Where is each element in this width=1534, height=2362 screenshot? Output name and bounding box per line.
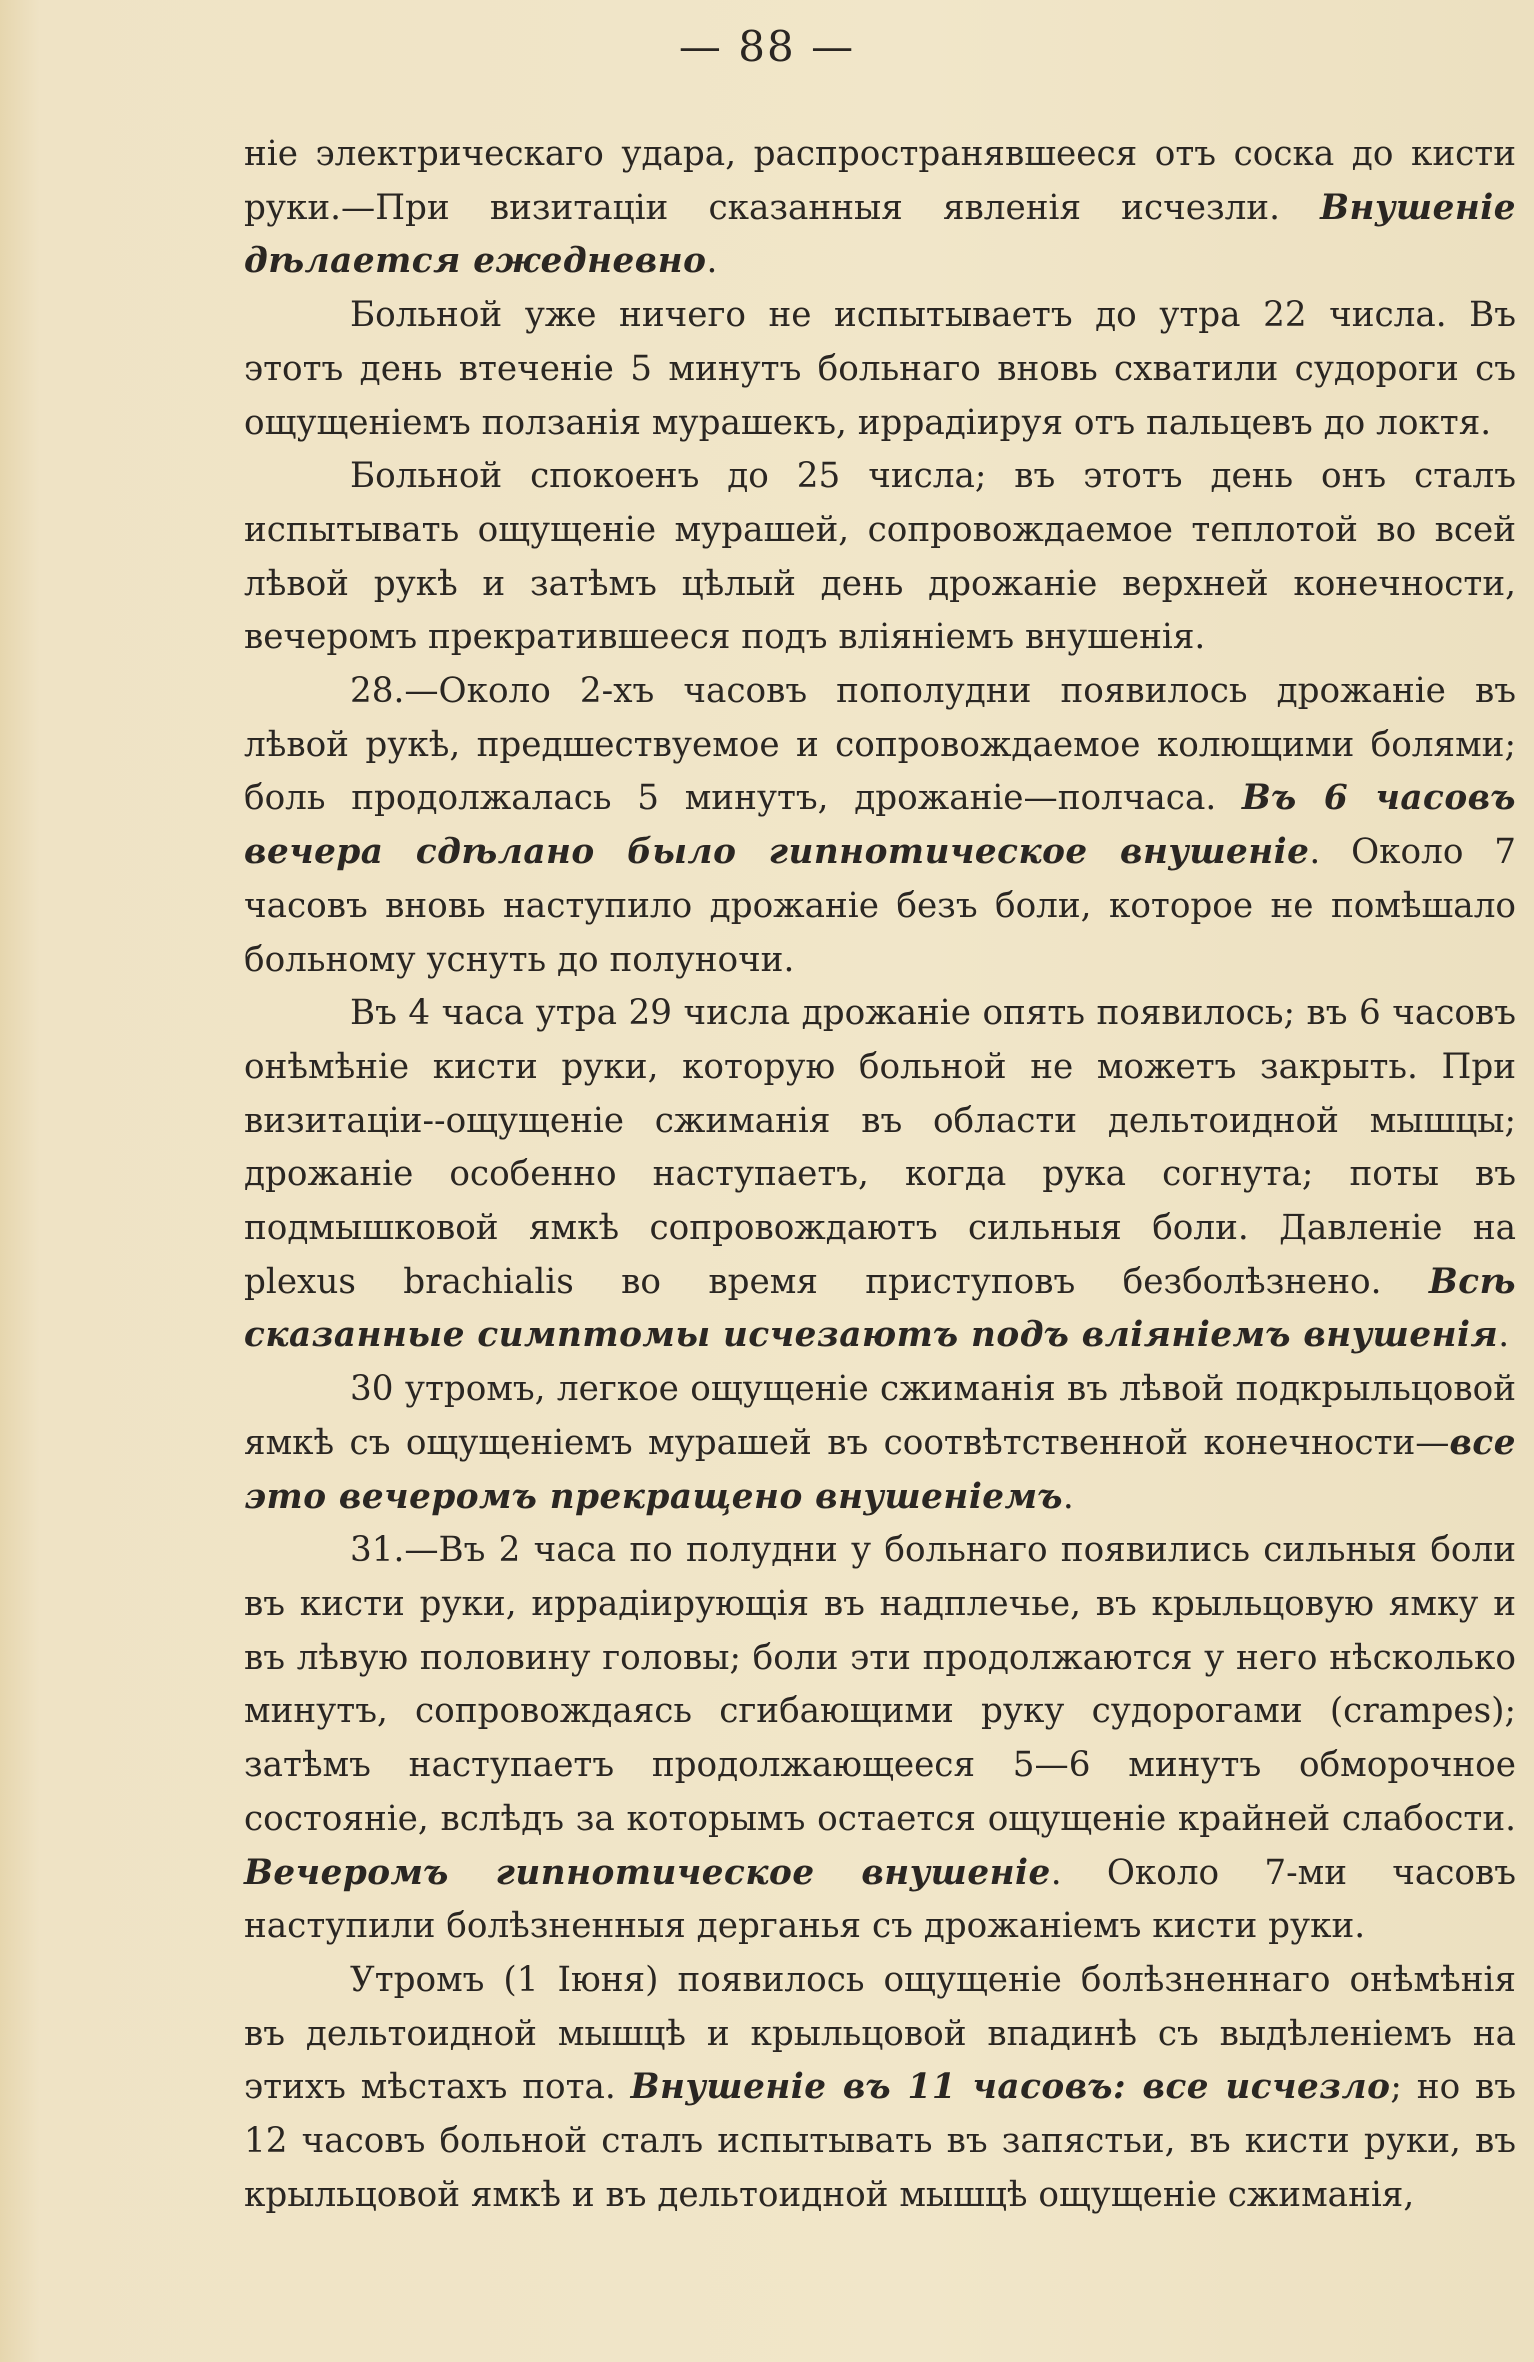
emphasized-text: Всѣ сказанные симптомы исчезаютъ подъ вліяніемъ внушенія	[244, 1261, 1516, 1356]
text-segment: .	[1498, 1315, 1510, 1356]
text-segment: ніе электрическаго удара, распространявшееся отъ соска до кисти руки.—При визитаціи сказанныя явленія исчезли.	[244, 134, 1516, 228]
paragraph	[244, 1524, 1516, 1954]
paragraph	[244, 987, 1516, 1363]
emphasized-text: Внушеніе дѣлается ежедневно	[244, 187, 1516, 282]
emphasized-text: Внушеніе въ 11 часовъ: все исчезло	[630, 2067, 1391, 2108]
text-segment: ; но въ 12 часовъ больной сталъ испытывать въ запястьи, въ кисти руки, въ крыльцовой ямкѣ и въ дельтоидной мышцѣ ощущеніе сжиманія,	[244, 2067, 1516, 2215]
text-segment: 28.—Около 2-хъ часовъ пополудни появилось дрожаніе въ лѣвой рукѣ, предшествуемое и сопровождаемое колющими болями; боль продолжалась 5 минутъ, дрожаніе—полчаса.	[244, 671, 1516, 819]
paragraph	[244, 128, 1516, 289]
text-segment: 30 утромъ, легкое ощущеніе сжиманія въ лѣвой подкрыльцовой ямкѣ съ ощущеніемъ мурашей въ соотвѣтственной конечности—	[244, 1369, 1516, 1463]
paragraph	[244, 665, 1516, 987]
text-segment: . Около 7 часовъ вновь наступило дрожаніе безъ боли, которое не помѣшало больному уснуть до полуночи.	[244, 832, 1516, 980]
page-number: — 88 —	[678, 22, 856, 71]
paragraph	[244, 289, 1516, 450]
text-segment: .	[706, 241, 718, 282]
emphasized-text: все это вечеромъ прекращено внушеніемъ	[244, 1422, 1516, 1517]
paragraph	[244, 1363, 1516, 1524]
paragraph	[244, 1954, 1516, 2223]
text-segment: 31.—Въ 2 часа по полудни у больнаго появились сильныя боли въ кисти руки, иррадіирующія въ надплечье, въ крыльцовую ямку и въ лѣвую половину головы; боли эти продолжаются у него нѣсколько минутъ, сопровождаясь сгибающими руку судорогами (crampes); затѣмъ наступаетъ продолжающееся 5—6 минутъ обморочное состояніе, вслѣдъ за которымъ остается ощущеніе крайней слабости.	[244, 1530, 1516, 1839]
text-segment: .	[1062, 1476, 1074, 1517]
emphasized-text: Въ 6 часовъ вечера сдѣлано было гипнотическое внушеніе	[244, 778, 1516, 873]
text-segment: Больной спокоенъ до 25 числа; въ этотъ день онъ сталъ испытывать ощущеніе мурашей, сопровождаемое теплотой во всей лѣвой рукѣ и затѣмъ цѣлый день дрожаніе верхней конечности, вечеромъ прекратившееся подъ вліяніемъ внушенія.	[244, 456, 1516, 658]
text-segment: Въ 4 часа утра 29 числа дрожаніе опять появилось; въ 6 часовъ онѣмѣніе кисти руки, которую больной не можетъ закрыть. При визитаціи--ощущеніе сжиманія въ области дельтоидной мышцы; дрожаніе особенно наступаетъ, когда рука согнута; поты въ подмышковой ямкѣ сопровождаютъ сильныя боли. Давленіе на plexus brachialis во время приступовъ безболѣзнено.	[244, 993, 1516, 1302]
body-text	[244, 128, 1516, 2222]
text-segment: Больной уже ничего не испытываетъ до утра 22 числа. Въ этотъ день втеченіе 5 минутъ больнаго вновь схватили судороги съ ощущеніемъ ползанія мурашекъ, иррадіируя отъ пальцевъ до локтя.	[244, 295, 1516, 443]
text-segment: Утромъ (1 Іюня) появилось ощущеніе болѣзненнаго онѣмѣнія въ дельтоидной мышцѣ и крыльцовой впадинѣ съ выдѣленіемъ на этихъ мѣстахъ пота.	[244, 1959, 1516, 2108]
text-segment: . Около 7-ми часовъ наступили болѣзненныя дерганья съ дрожаніемъ кисти руки.	[244, 1852, 1516, 1947]
emphasized-text: Вечеромъ гипнотическое внушеніе	[244, 1852, 1051, 1893]
paragraph	[244, 450, 1516, 665]
